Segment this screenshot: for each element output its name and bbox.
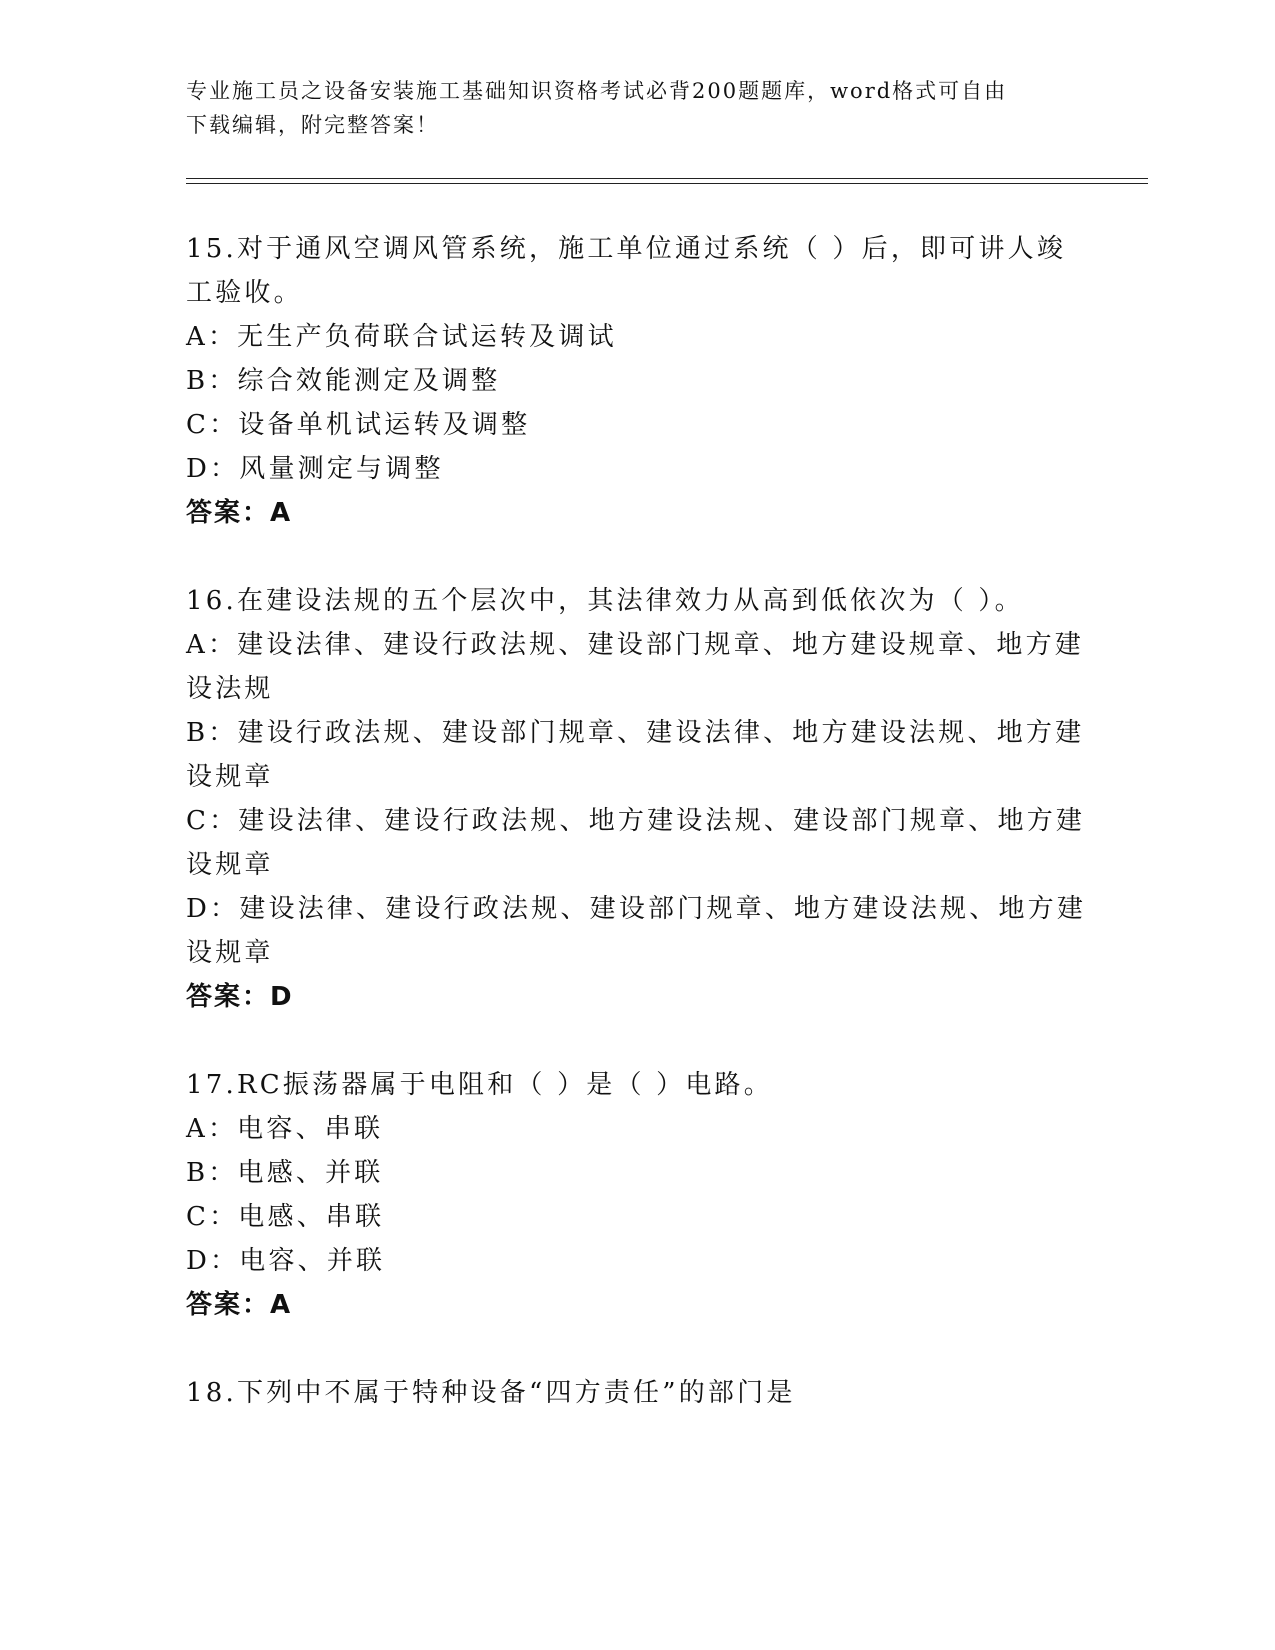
header-title-line-2: 下载编辑，附完整答案！	[186, 113, 439, 137]
question-15-option-b: B：综合效能测定及调整	[186, 366, 501, 396]
header-divider	[186, 178, 1148, 179]
question-15-stem-continued: 工验收。	[186, 278, 303, 308]
question-16-option-b: B：建设行政法规、建设部门规章、建设法律、地方建设法规、地方建	[186, 718, 1085, 748]
question-16-stem: 16.在建设法规的五个层次中，其法律效力从高到低依次为（ ）。	[186, 586, 1024, 616]
question-16-option-a: A：建设法律、建设行政法规、建设部门规章、地方建设规章、地方建	[186, 630, 1084, 660]
document-header	[186, 74, 1066, 142]
question-15-option-d: D：风量测定与调整	[186, 454, 444, 484]
question-17-option-c: C：电感、串联	[186, 1202, 385, 1232]
question-15-answer: 答案：A	[186, 498, 293, 528]
question-17-option-b: B：电感、并联	[186, 1158, 384, 1188]
question-16-option-d-continued: 设规章	[186, 938, 274, 968]
question-16-option-a-continued: 设法规	[186, 674, 274, 704]
question-17-stem: 17.RC振荡器属于电阻和（ ）是（ ）电路。	[186, 1070, 773, 1100]
question-18-stem: 18.下列中不属于特种设备“四方责任”的部门是	[186, 1378, 796, 1408]
question-16-option-c: C：建设法律、建设行政法规、地方建设法规、建设部门规章、地方建	[186, 806, 1086, 836]
question-16-option-d: D：建设法律、建设行政法规、建设部门规章、地方建设法规、地方建	[186, 894, 1087, 924]
question-15-option-c: C：设备单机试运转及调整	[186, 410, 531, 440]
question-16-option-b-continued: 设规章	[186, 762, 274, 792]
header-divider-secondary	[186, 183, 1148, 184]
question-17-answer: 答案：A	[186, 1290, 293, 1320]
question-15-stem: 15.对于通风空调风管系统，施工单位通过系统（ ）后，即可讲人竣	[186, 234, 1067, 264]
question-17-option-d: D：电容、并联	[186, 1246, 386, 1276]
header-title-line-1: 专业施工员之设备安装施工基础知识资格考试必背200题题库，word格式可自由	[186, 79, 1008, 103]
question-15-option-a: A：无生产负荷联合试运转及调试	[186, 322, 617, 352]
question-16-option-c-continued: 设规章	[186, 850, 274, 880]
question-17-option-a: A：电容、串联	[186, 1114, 384, 1144]
question-16-answer: 答案：D	[186, 982, 294, 1012]
